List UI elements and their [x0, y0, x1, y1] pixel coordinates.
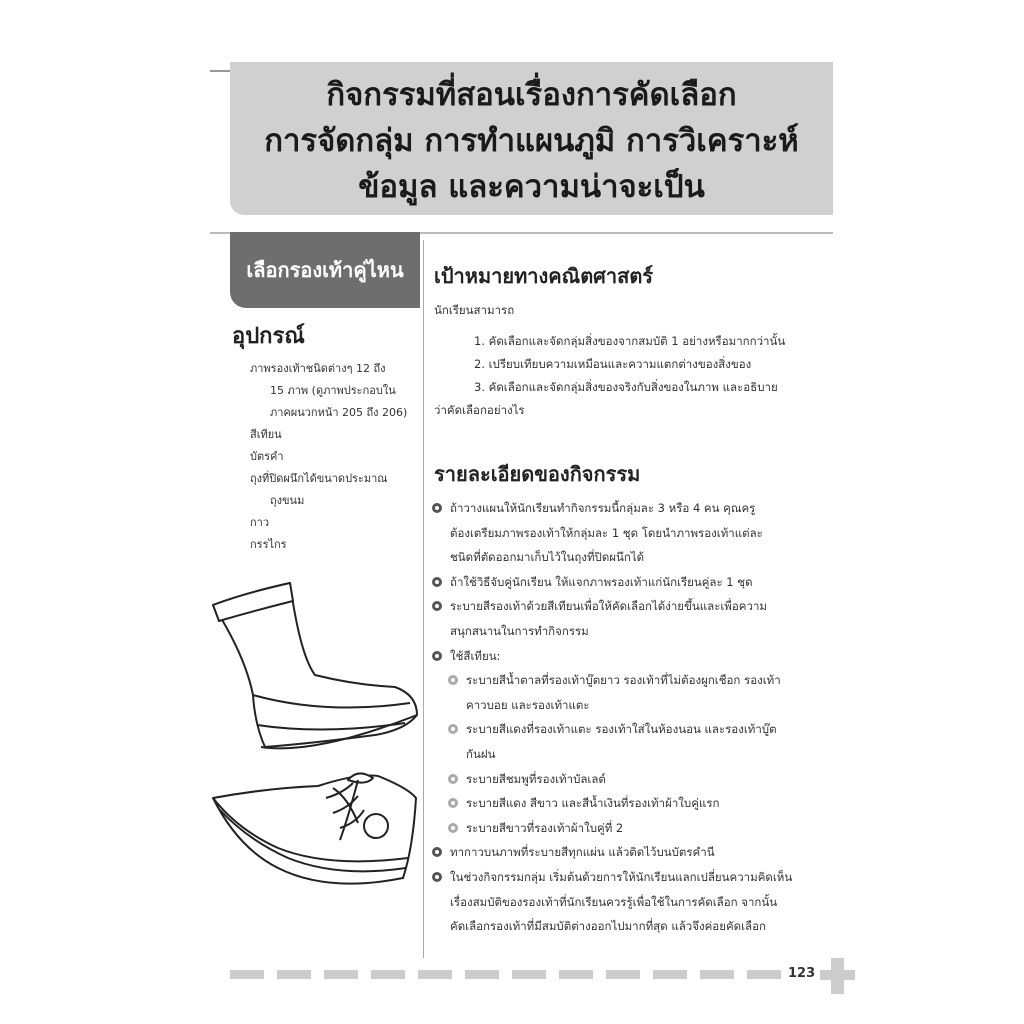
title-line-2: การจัดกลุ่ม การทำแผนภูมิ การวิเคราะห์	[264, 123, 799, 159]
equipment-list	[250, 358, 420, 556]
detail-sub-continued: กันฝน	[466, 746, 496, 761]
sub-bullet-icon	[448, 675, 458, 685]
detail-bullet: ถ้าใช้วิธีจับคู่นักเรียน ให้แจกภาพรองเท้าแก่นักเรียนคู่ละ 1 ชุด	[432, 570, 817, 595]
page-number: 123	[788, 966, 816, 981]
detail-continued: เรื่องสมบัติของรองเท้าที่นักเรียนควรรู้เพื่อใช้ในการคัดเลือก จากนั้น	[450, 894, 778, 909]
goals-intro: นักเรียนสามารถ	[434, 303, 515, 317]
detail-continued: ชนิดที่ตัดออกมาเก็บไว้ในถุงที่ปิดผนึกได้	[450, 550, 645, 565]
detail-sub-bullet: ระบายสีน้ำตาลที่รองเท้าบู๊ตยาว รองเท้าที่ไม่ต้องผูกเชือก รองเท้า	[432, 668, 817, 693]
sub-bullet-icon	[448, 724, 458, 734]
detail-bullet: ใช้สีเทียน:	[432, 644, 817, 669]
rain-boot-illustration	[205, 575, 425, 765]
details-heading: รายละเอียดของกิจกรรม	[434, 462, 641, 486]
equipment-heading: อุปกรณ์	[232, 324, 305, 349]
section-title: เลือกรองเท้าคู่ไหน	[246, 258, 404, 282]
equipment-item: สีเทียน	[250, 428, 282, 441]
equipment-item: ภาคผนวกหน้า 205 ถึง 206)	[270, 406, 408, 419]
bullet-icon	[432, 601, 442, 611]
equipment-item: 15 ภาพ (ดูภาพประกอบใน	[270, 384, 396, 397]
sub-bullet-icon	[448, 774, 458, 784]
goals-heading: เป้าหมายทางคณิตศาสตร์	[434, 264, 654, 288]
footer-dash	[747, 970, 781, 979]
section-rule-left	[210, 232, 232, 234]
equipment-item: ถุงขนม	[270, 494, 305, 507]
detail-sub-bullet: ระบายสีแดงที่รองเท้าแตะ รองเท้าใส่ในห้องนอน และรองเท้าบู๊ต	[432, 717, 817, 742]
detail-sub-continued: คาวบอย และรองเท้าแตะ	[466, 697, 590, 712]
goal-item: 3. คัดเลือกและจัดกลุ่มสิ่งของจริงกับสิ่งของในภาพ และอธิบาย	[474, 380, 778, 394]
detail-continued: สนุกสนานในการทำกิจกรรม	[450, 623, 589, 638]
footer-dash	[465, 970, 499, 979]
equipment-item: กาว	[250, 516, 270, 529]
equipment-item: ภาพรองเท้าชนิดต่างๆ 12 ถึง	[250, 362, 386, 375]
sub-bullet-icon	[448, 798, 458, 808]
title-line-1: กิจกรรมที่สอนเรื่องการคัดเลือก	[326, 77, 737, 113]
footer-dash	[324, 970, 358, 979]
page-marker	[820, 970, 855, 980]
equipment-item: กรรไกร	[250, 538, 287, 551]
footer-dash	[653, 970, 687, 979]
sneaker-illustration	[208, 768, 423, 903]
bullet-icon	[432, 872, 442, 882]
section-rule-right	[420, 232, 833, 234]
detail-bullet: ถ้าวางแผนให้นักเรียนทำกิจกรรมนี้กลุ่มละ 3 หรือ 4 คน คุณครู	[432, 496, 817, 521]
equipment-item: บัตรคำ	[250, 450, 284, 463]
goal-item: 2. เปรียบเทียบความเหมือนและความแตกต่างของสิ่งของ	[474, 357, 752, 371]
detail-continued: คัดเลือกรองเท้าที่มีสมบัติต่างออกไปมากที่สุด แล้วจึงค่อยคัดเลือก	[450, 919, 766, 934]
footer-dash	[606, 970, 640, 979]
details-list	[432, 496, 817, 939]
footer-dash	[418, 970, 452, 979]
footer-dash	[277, 970, 311, 979]
detail-sub-bullet: ระบายสีชมพูที่รองเท้าบัลเลต์	[432, 767, 817, 792]
detail-continued: ต้องเตรียมภาพรองเท้าให้กลุ่มละ 1 ชุด โดยนำภาพรองเท้าแต่ละ	[450, 525, 763, 540]
bullet-icon	[432, 577, 442, 587]
goal-item: 1. คัดเลือกและจัดกลุ่มสิ่งของจากสมบัติ 1 อย่างหรือมากกว่านั้น	[474, 334, 786, 348]
detail-bullet: ระบายสีรองเท้าด้วยสีเทียนเพื่อให้คัดเลือกได้ง่ายขึ้นและเพื่อความ	[432, 594, 817, 619]
footer-dash	[371, 970, 405, 979]
header-accent-line	[210, 70, 232, 72]
bullet-icon	[432, 651, 442, 661]
sub-bullet-icon	[448, 823, 458, 833]
bullet-icon	[432, 847, 442, 857]
page-title	[230, 72, 833, 210]
detail-bullet: ทากาวบนภาพที่ระบายสีทุกแผ่น แล้วติดไว้บนบัตรคำนี	[432, 840, 817, 865]
goal-item-continued: ว่าคัดเลือกอย่างไร	[434, 403, 525, 417]
footer-dash	[559, 970, 593, 979]
footer-dash	[512, 970, 546, 979]
detail-sub-bullet: ระบายสีแดง สีขาว และสีน้ำเงินที่รองเท้าผ้าใบคู่แรก	[432, 791, 817, 816]
title-line-3: ข้อมูล และความน่าจะเป็น	[358, 169, 705, 205]
footer-dash	[700, 970, 734, 979]
detail-sub-bullet: ระบายสีขาวที่รองเท้าผ้าใบคู่ที่ 2	[432, 816, 817, 841]
footer-dash	[230, 970, 264, 979]
goals-list	[434, 330, 819, 422]
equipment-item: ถุงที่ปิดผนึกได้ขนาดประมาณ	[250, 472, 388, 485]
bullet-icon	[432, 503, 442, 513]
detail-bullet: ในช่วงกิจกรรมกลุ่ม เริ่มต้นด้วยการให้นักเรียนแลกเปลี่ยนความคิดเห็น	[432, 865, 817, 890]
